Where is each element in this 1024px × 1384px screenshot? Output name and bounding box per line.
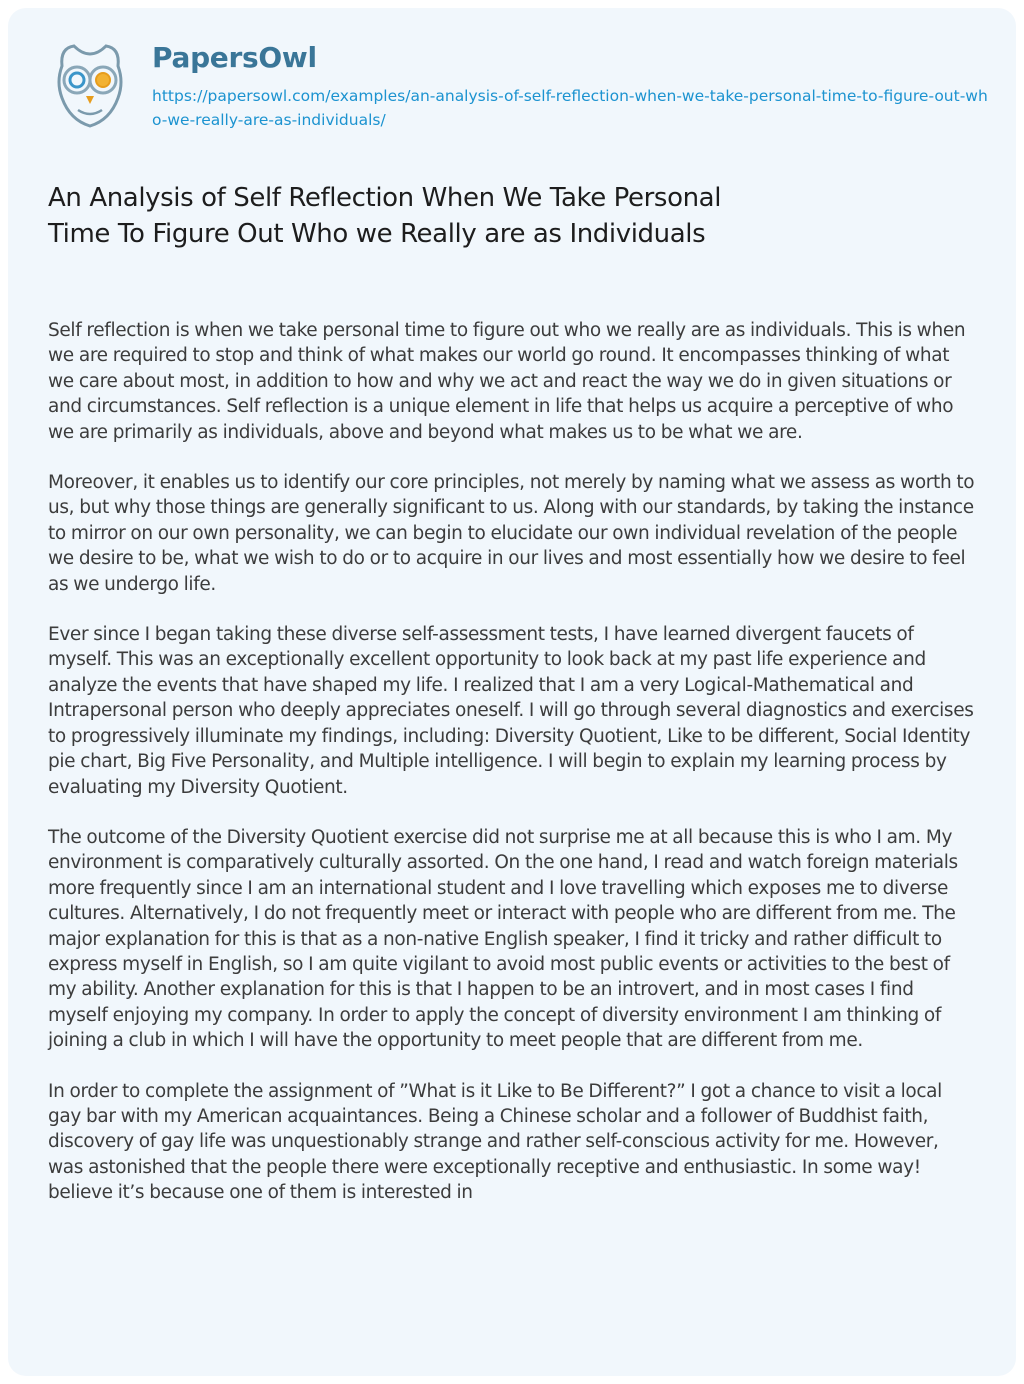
article-body [48,318,978,1231]
paragraph: Moreover, it enables us to identify our core principles, not merely by naming what we assess as worth to us, but why those things are generally significant to us. Along with our standards, by taking the instance to mirror on our own personality, we can begin to elucidate our own individual revelation of the people we desire to be, what we wish to do or to acquire in our lives and most essentially how we desire to feel as we undergo life. [48,472,975,595]
owl-logo-icon [52,40,128,130]
paragraph: Self reflection is when we take personal time to figure out who we really are as individuals. This is when we are required to stop and think of what makes our world go round. It encompasses thinking of what we care about most, in addition to how and why we act and react the way we do in given situations or and circumstances. Self reflection is a unique element in life that helps us acquire a perceptive of who we are primarily as individuals, above and beyond what makes us to be what we are. [48,320,966,443]
paragraph: In order to complete the assignment of ”What is it Like to Be Different?” I got a chance to visit a local gay bar with my American acquaintances. Being a Chinese scholar and a follower of Buddhist faith, discovery of gay life was unquestionably strange and rather self-conscious activity for me. However, was astonished that the people there were exceptionally receptive and enthusiastic. In some way! believe it’s because one of them is interested in [48,1080,942,1204]
page [8,8,1016,1376]
paragraph: The outcome of the Diversity Quotient exercise did not surprise me at all because this is who I am. My environment is comparatively culturally assorted. On the one hand, I read and watch foreign materials more frequently since I am an international student and I love travelling which exposes me to diverse cultures. Alternatively, I do not frequently meet or interact with people who are different from me. The major explanation for this is that as a non-native English speaker, I find it tricky and rather difficult to express myself in English, so I am quite vigilant to avoid most public events or activities to the best of my ability. Another explanation for this is that I happen to be an introvert, and in most cases I find myself enjoying my company. In order to apply the concept of diversity environment I am thinking of joining a club in which I will have the opportunity to meet people that are different from me. [48,826,958,1052]
source-url-link[interactable]: https://papersowl.com/examples/an-analysis-of-self-reflection-when-we-take-personal-time-to-figure-out-who-we-really-are-as-individuals/ [152,87,988,129]
paragraph: Ever since I began taking these diverse self-assessment tests, I have learned divergent faucets of myself. This was an exceptionally excellent opportunity to look back at my past life experience and analyze the events that have shaped my life. I realized that I am a very Logical-Mathematical and Intrapersonal person who deeply appreciates oneself. I will go through several diagnostics and exercises to progressively illuminate my findings, including: Diversity Quotient, Like to be different, Social Identity pie chart, Big Five Personality, and Multiple intelligence. I will begin to explain my learning process by evaluating my Diversity Quotient. [48,624,974,798]
article-title: An Analysis of Self Reflection When We Take Personal Time To Figure Out Who we Really are as Individuals [48,183,722,249]
header [52,38,992,168]
brand-name: PapersOwl [152,41,317,74]
